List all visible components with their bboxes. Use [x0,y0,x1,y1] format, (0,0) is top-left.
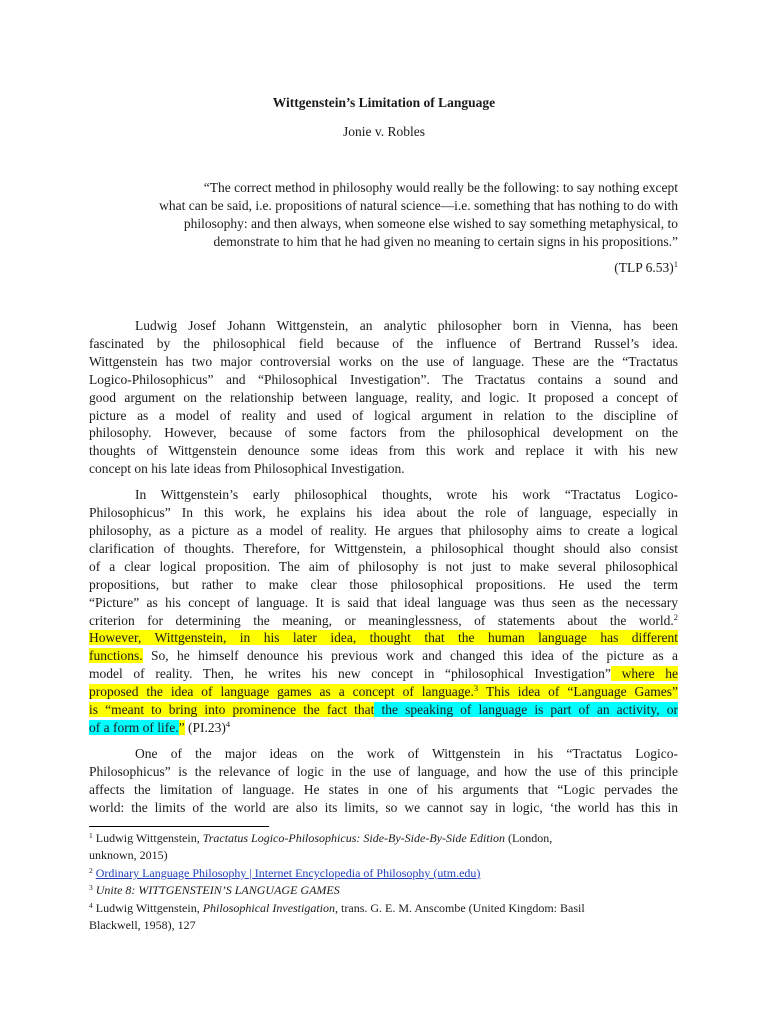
highlighted-text: However, Wittgenstein, in his later idea, thought that the human language has different [89,630,678,646]
body-line: Philosophicus” In this work, he explains his idea about the role of language, especially in [89,505,678,521]
body-line: picture as a model of reality and used of logical argument in relation to the discipline of [89,407,678,423]
paragraph-intro [89,317,678,478]
body-line: “Picture” as his concept of language. It is said that ideal language was thus seen as the necessary [89,594,678,610]
epigraph-quote [96,179,678,251]
footnote-number: 1 [89,831,93,840]
body-line: affects the limitation of language. He states in one of his arguments that “Logic pervades the [89,781,678,797]
footnote-mark[interactable]: 4 [225,718,231,729]
footnote-number: 4 [89,900,93,910]
body-line [89,719,678,737]
body-line: fascinated by the philosophical field because of the influence of Bertrand Russel’s idea. [89,335,678,351]
body-line-text: model of reality. Then, he writes his new concept in “philosophical Investigation” [89,666,611,682]
body-line: good argument on the relationship between language, reality, and logic. It proposed a concept of [89,389,678,405]
body-line-text: criterion for determining the meaning, or meaninglessness, of statements about the world. [89,612,674,628]
epigraph-line: what can be said, i.e. propositions of natural science—i.e. something that has nothing to do with [159,198,678,213]
footnote-text: (London, [504,831,553,845]
body-line: thoughts of Wittgenstein denounce some ideas from this work and replace it with his new [89,443,678,459]
citation-text: (TLP 6.53) [614,260,674,275]
footnote-number: 3 [89,883,93,893]
body-line: philosophy. However, because of some factors from the philosophical development on the [89,425,678,441]
footnote-text: Ludwig Wittgenstein, [92,900,203,915]
footnote-title: Unite 8: WITTGENSTEIN’S LANGUAGE GAMES [95,883,340,898]
footnote-mark[interactable]: 3 [473,683,479,694]
body-line [89,665,678,683]
footnote-2 [89,865,679,882]
footnote-mark[interactable]: 2 [673,611,678,622]
body-line: In Wittgenstein’s early philosophical thoughts, wrote his work “Tractatus Logico- [135,487,678,503]
footnote-text: Blackwell, 1958), 127 [89,918,196,933]
body-text [89,317,678,824]
body-line [89,701,678,719]
footnote-text: Ludwig Wittgenstein, [92,831,203,845]
highlighted-text-part: proposed the idea of language games as a concept of language. [89,684,474,700]
body-line-text: (PI.23) [184,719,226,735]
body-line: One of the major ideas on the work of Wittgenstein in his “Tractatus Logico- [135,745,678,761]
document-author: Jonie v. Robles [343,124,425,139]
footnote-separator [89,826,269,827]
footnote-4 [89,900,679,935]
footnote-link[interactable]: Ordinary Language Philosophy | Internet Encyclopedia of Philosophy (utm.edu) [95,865,481,880]
footnotes [89,830,679,934]
body-line: propositions, but rather to make clear those philosophical propositions. He used the term [89,576,678,592]
body-line: concept on his late ideas from Philosophical Investigation. [89,461,405,477]
body-line: clarification of thoughts. Therefore, for Wittgenstein, a philosophical thought should also consist [89,540,678,556]
footnote-number: 2 [89,865,93,875]
highlighted-text-cyan: the speaking of language is part of an activity, or [374,702,678,718]
epigraph-line: “The correct method in philosophy would really be the following: to say nothing except [203,180,678,195]
footnote-text: unknown, 2015) [89,848,168,863]
footnote-title: Tractatus Logico-Philosophicus: Side-By-Side-By-Side Edition [202,831,505,845]
body-line [89,647,678,665]
body-line: Ludwig Josef Johann Wittgenstein, an analytic philosopher born in Vienna, has been [135,318,678,333]
highlighted-text: ” [178,719,185,735]
body-line: Wittgenstein has two major controversial works on the use of language. These are the “Tractatus [89,353,678,369]
highlighted-text: where he [610,666,678,682]
paragraph-early-thoughts [89,486,678,737]
footnote-title: Philosophical Investigation [202,900,336,915]
footnote-text: , trans. G. E. M. Anscombe (United Kingdom: Basil [335,900,585,915]
epigraph-line: philosophy: and then always, when someone else wished to say something metaphysical, to [183,216,678,231]
body-line [89,683,678,701]
body-line [89,629,678,647]
footnote-mark[interactable]: 1 [673,259,678,269]
body-line-text: So, he himself denounce his previous work and changed this idea of the picture as a [142,648,678,664]
footnote-1 [89,830,679,865]
body-line: world: the limits of the world are also its limits, so we cannot say in logic, ‘the world has this in [89,799,678,815]
epigraph-citation [614,259,678,277]
footnote-3 [89,882,679,899]
highlighted-text [89,684,678,699]
body-line: philosophy, as a picture as a model of reality. He argues that philosophy aims to create a logical [89,522,678,538]
body-line [89,612,678,630]
highlighted-text: is “meant to bring into prominence the fact that [89,702,375,718]
body-line: Logico-Philosophicus” and “Philosophical Investigation”. The Tractatus contains a sound and [89,371,678,387]
epigraph-line: demonstrate to him that he had given no meaning to certain signs in his propositions.” [213,234,678,249]
paragraph-logic [89,745,678,817]
highlighted-text-cyan: of a form of life. [89,719,179,735]
document-title: Wittgenstein’s Limitation of Language [272,95,496,110]
highlighted-text-part: This idea of “Language Games” [478,684,678,700]
highlighted-text: functions. [89,648,143,664]
body-line: of a clear logical proposition. The aim of philosophy is not just to make several philosophical [89,558,678,574]
body-line: Philosophicus” is the relevance of logic in the use of language, and how the use of this principle [89,763,678,779]
